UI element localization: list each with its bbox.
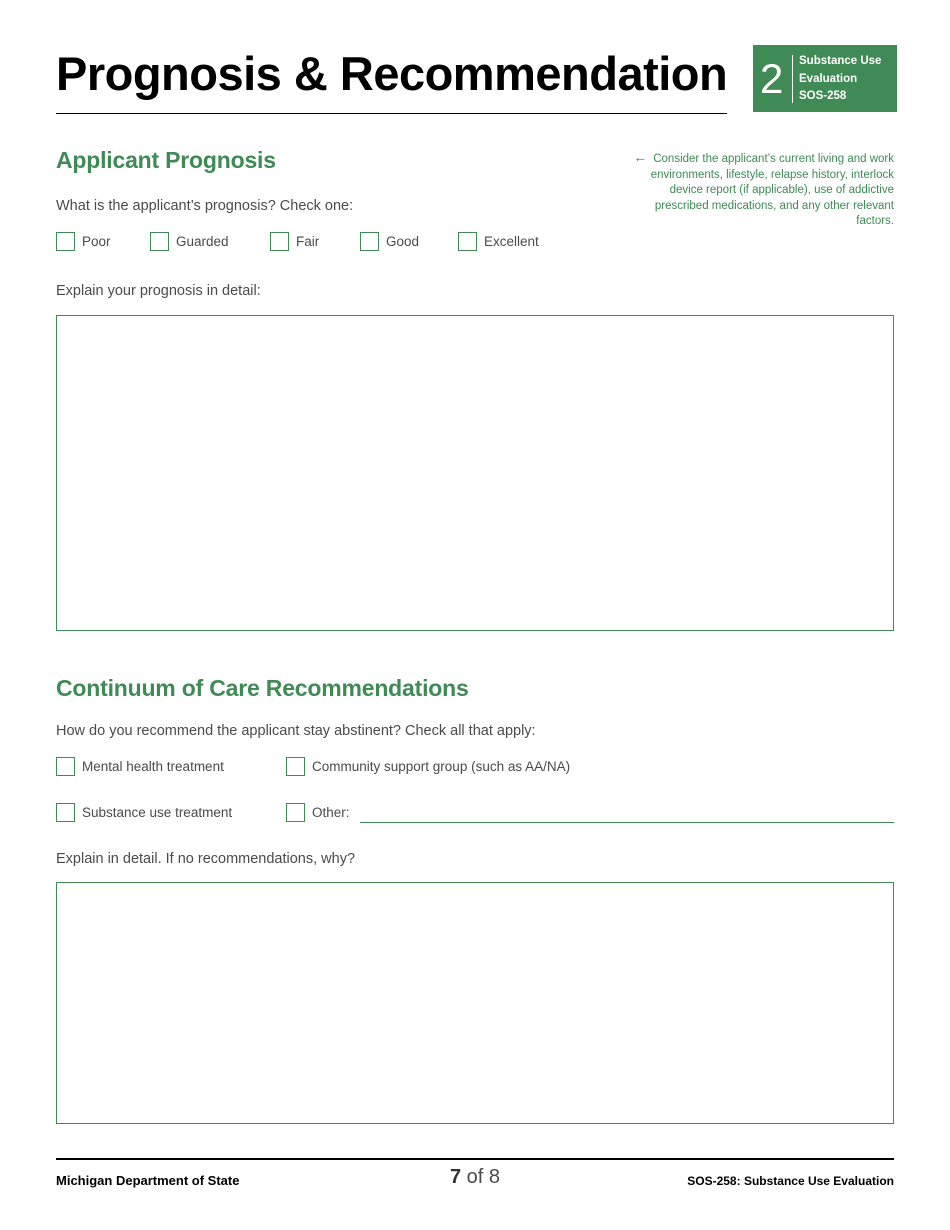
section-number: 2 (760, 55, 784, 102)
option-label: Guarded (176, 234, 229, 249)
care-question: How do you recommend the applicant stay abstinent? Check all that apply: (56, 723, 536, 739)
title-underline (56, 113, 727, 114)
prognosis-option-good[interactable] (360, 232, 419, 251)
option-label: Poor (82, 234, 111, 249)
option-label: Good (386, 234, 420, 249)
care-explain-textarea[interactable] (56, 882, 894, 1124)
prognosis-option-excellent[interactable] (458, 232, 539, 251)
care-explain-label: Explain in detail. If no recommendations, why? (56, 851, 356, 867)
care-option-substance-use[interactable] (56, 803, 232, 822)
option-label: Community support group (such as AA/NA) (312, 759, 571, 774)
option-label: Substance use treatment (82, 805, 233, 820)
footer-form-name: SOS-258: Substance Use Evaluation (687, 1174, 894, 1188)
page-title: Prognosis & Recommendation (56, 47, 728, 100)
section-badge (753, 45, 897, 112)
footer-department: Michigan Department of State (56, 1173, 240, 1188)
checkbox[interactable] (150, 232, 169, 251)
prognosis-option-poor[interactable] (56, 232, 111, 251)
checkbox[interactable] (360, 232, 379, 251)
checkbox[interactable] (56, 757, 75, 776)
guidance-text: Consider the applicant’s current living and work environments, lifestyle, relapse history, interlock device report (if applicable), use of addictive prescribed medications, and any other relevant factors. (650, 153, 894, 227)
section-label-line3: SOS-258 (799, 90, 847, 102)
other-input-line[interactable] (360, 822, 894, 823)
page-current: 7 (449, 1166, 462, 1188)
section-label-line2: Evaluation (799, 72, 858, 85)
arrow-left-icon: ← (633, 149, 648, 165)
prognosis-explain-textarea[interactable] (56, 315, 894, 631)
prognosis-guidance-note (620, 150, 894, 230)
care-heading: Continuum of Care Recommendations (56, 675, 469, 701)
checkbox[interactable] (56, 803, 75, 822)
option-label: Fair (296, 234, 320, 249)
checkbox[interactable] (286, 803, 305, 822)
prognosis-question: What is the applicant’s prognosis? Check one: (56, 198, 354, 214)
care-option-other[interactable] (286, 803, 350, 822)
footer-rule (56, 1158, 894, 1160)
page-total: of 8 (466, 1166, 501, 1188)
care-option-mental-health[interactable] (56, 757, 224, 776)
section-label (799, 53, 895, 106)
checkbox[interactable] (270, 232, 289, 251)
section-label-line1: Substance Use (799, 55, 882, 67)
checkbox[interactable] (286, 757, 305, 776)
badge-divider (792, 55, 793, 103)
checkbox[interactable] (56, 232, 75, 251)
checkbox[interactable] (458, 232, 477, 251)
prognosis-option-guarded[interactable] (150, 232, 229, 251)
prognosis-heading: Applicant Prognosis (56, 147, 276, 173)
care-option-support-group[interactable] (286, 757, 570, 776)
prognosis-option-fair[interactable] (270, 232, 319, 251)
option-label: Excellent (484, 234, 539, 249)
option-label: Mental health treatment (82, 759, 224, 774)
prognosis-explain-label: Explain your prognosis in detail: (56, 283, 261, 299)
option-label: Other: (312, 805, 350, 820)
